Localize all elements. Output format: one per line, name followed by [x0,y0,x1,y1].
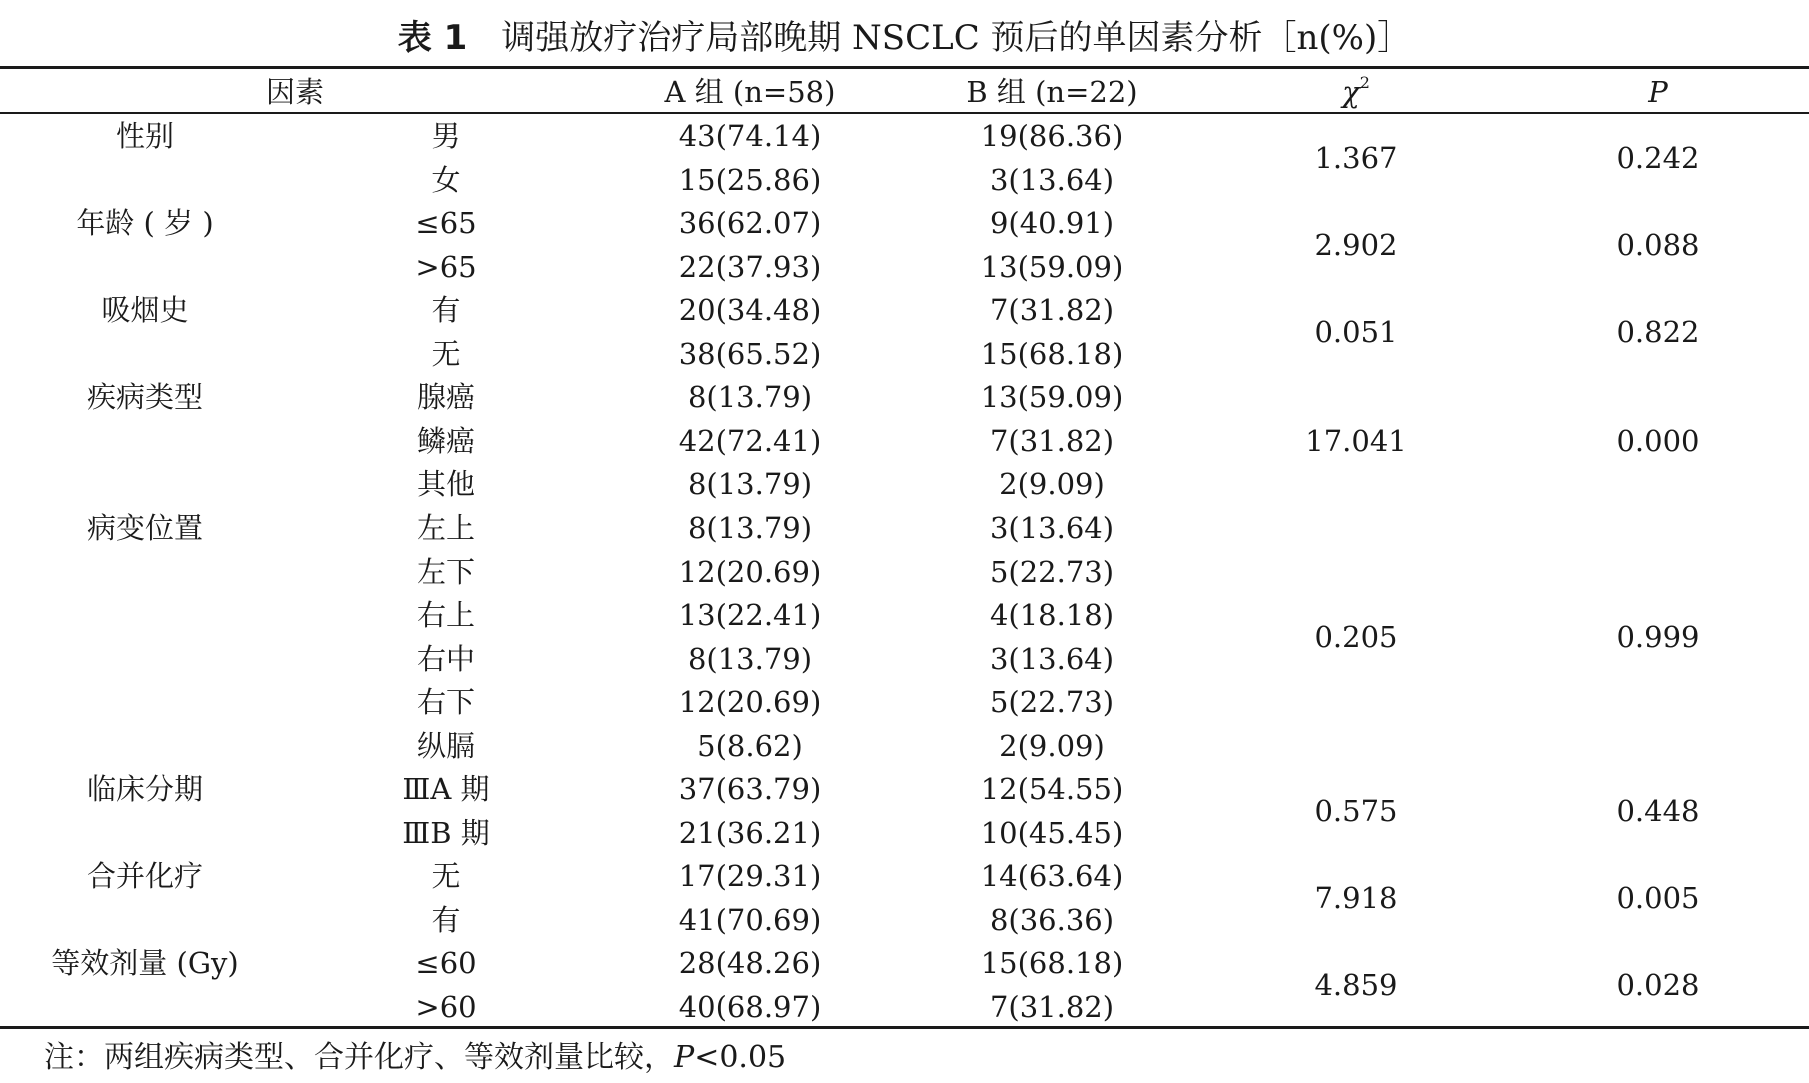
group-b-value: 13(59.09) [980,380,1124,415]
factor-level: ⅢB 期 [402,815,490,850]
chi-symbol: χ [1342,75,1360,109]
group-a-value: 36(62.07) [678,206,822,241]
p-value: 0.000 [1616,423,1700,458]
group-a-value: 22(37.93) [678,249,822,284]
group-b-value: 7(31.82) [989,293,1115,328]
factor-level: ≤60 [415,946,477,981]
group-b-value: 7(31.82) [989,423,1115,458]
chi-square-value: 7.918 [1314,881,1398,916]
group-b-value: 2(9.09) [999,467,1105,502]
group-b-value: 8(36.36) [989,902,1115,937]
factor-level: 左上 [416,510,475,545]
factor-level: 女 [431,162,461,197]
group-b-value: 13(59.09) [980,249,1124,284]
group-b-value: 5(22.73) [989,554,1115,589]
factor-level: 有 [431,293,461,328]
chi-square-value: 17.041 [1305,423,1407,458]
header-group-a: A 组 (n=58) [664,75,836,109]
p-value: 0.242 [1616,140,1700,175]
p-value: 0.999 [1616,619,1700,654]
factor-level: 右上 [416,598,475,633]
chi-square-value: 0.575 [1314,794,1398,829]
p-value: 0.088 [1616,227,1700,262]
group-a-value: 38(65.52) [678,336,822,371]
group-a-value: 37(63.79) [678,772,822,807]
factor-name: 疾病类型 [86,380,203,415]
group-a-value: 8(13.79) [687,641,813,676]
chi-square-value: 4.859 [1314,968,1398,1003]
group-b-value: 5(22.73) [989,685,1115,720]
table-number: 表 1 [397,18,468,58]
group-b-value: 3(13.64) [989,641,1115,676]
factor-level: >65 [415,249,477,284]
group-b-value: 2(9.09) [999,728,1105,763]
group-b-value: 3(13.64) [989,510,1115,545]
group-a-value: 8(13.79) [687,467,813,502]
p-value: 0.005 [1616,881,1700,916]
chi-square-value: 2.902 [1314,227,1398,262]
note-text: 注：两组疾病类型、合并化疗、等效剂量比较， [44,1040,674,1075]
group-b-value: 15(68.18) [980,336,1124,371]
factor-level: 其他 [416,467,475,502]
group-a-value: 21(36.21) [678,815,822,850]
group-a-value: 12(20.69) [678,685,822,720]
group-b-value: 12(54.55) [980,772,1124,807]
chi-square-value: 0.205 [1314,619,1398,654]
factor-name: 病变位置 [86,510,203,545]
group-a-value: 5(8.62) [697,728,803,763]
header-group-b: B 组 (n=22) [966,75,1138,109]
factor-level: ⅢA 期 [402,772,490,807]
top-rule [0,66,1809,69]
chi-superscript: 2 [1359,73,1370,92]
factor-name: 临床分期 [86,772,203,807]
table-title [0,14,1809,62]
header-factor: 因素 [265,75,324,109]
group-b-value: 19(86.36) [980,119,1124,153]
header-rule [0,112,1809,114]
factor-level: 右中 [416,641,475,676]
factor-level: 纵膈 [416,728,475,763]
chi-square-value: 1.367 [1314,140,1398,175]
factor-level: 腺癌 [416,380,475,415]
note-p-label: P [674,1040,695,1075]
factor-name: 合并化疗 [86,859,203,894]
group-b-value: 15(68.18) [980,946,1124,981]
factor-level: 左下 [416,554,475,589]
group-b-value: 10(45.45) [980,815,1124,850]
header-chi-square [1256,74,1456,110]
factor-level: >60 [415,990,477,1024]
group-b-value: 4(18.18) [989,598,1115,633]
group-a-value: 42(72.41) [678,423,822,458]
chi-square-value: 0.051 [1314,314,1398,349]
factor-level: 无 [431,859,461,894]
group-b-value: 14(63.64) [980,859,1124,894]
factor-level: ≤65 [415,206,477,241]
group-a-value: 12(20.69) [678,554,822,589]
group-b-value: 7(31.82) [989,990,1115,1024]
factor-name: 吸烟史 [101,293,189,328]
factor-name: 性别 [115,119,174,153]
factor-level: 鳞癌 [416,423,475,458]
group-a-value: 8(13.79) [687,380,813,415]
group-a-value: 43(74.14) [678,119,822,153]
table-note [44,1038,786,1078]
factor-level: 男 [431,119,461,153]
factor-level: 无 [431,336,461,371]
group-a-value: 41(70.69) [678,902,822,937]
group-a-value: 28(48.26) [678,946,822,981]
bottom-rule [0,1026,1809,1029]
factor-name: 等效剂量 (Gy) [51,946,239,981]
table-caption: 调强放疗治疗局部晚期 NSCLC 预后的单因素分析［n(%)］ [501,18,1412,58]
group-a-value: 15(25.86) [678,162,822,197]
group-a-value: 8(13.79) [687,510,813,545]
p-value: 0.448 [1616,794,1700,829]
group-a-value: 40(68.97) [678,990,822,1024]
group-a-value: 20(34.48) [678,293,822,328]
group-b-value: 3(13.64) [989,162,1115,197]
factor-level: 右下 [416,685,475,720]
factor-name: 年龄 ( 岁 ) [76,206,214,241]
p-value: 0.028 [1616,968,1700,1003]
group-a-value: 17(29.31) [678,859,822,894]
factor-level: 有 [431,902,461,937]
p-value: 0.822 [1616,314,1700,349]
group-a-value: 13(22.41) [678,598,822,633]
group-b-value: 9(40.91) [989,206,1115,241]
header-p-value: P [1648,75,1668,109]
note-p-threshold: <0.05 [694,1040,787,1075]
